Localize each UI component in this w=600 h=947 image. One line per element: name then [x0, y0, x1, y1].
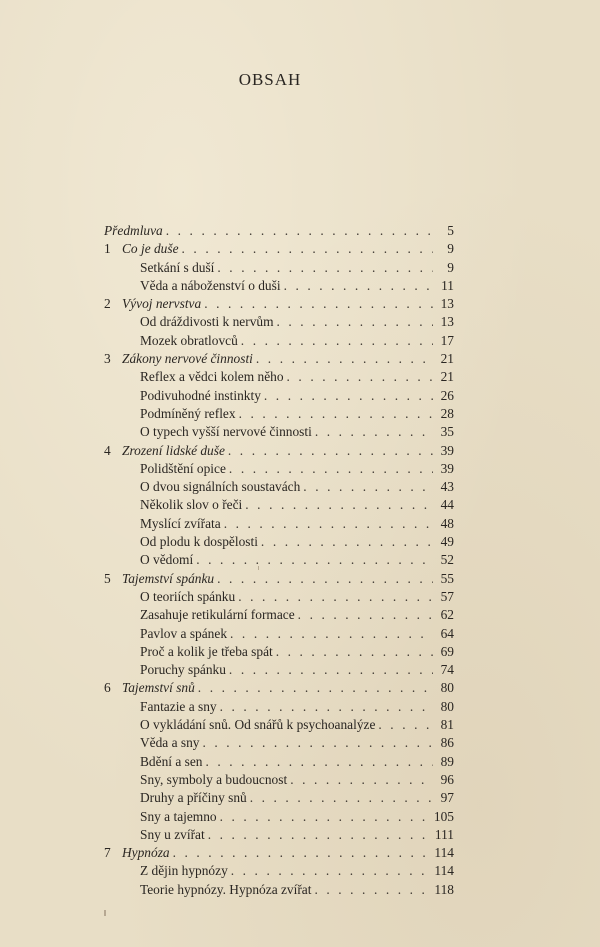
page-number: 9 [447, 259, 454, 275]
dot-leader [241, 332, 433, 350]
toc-section-entry [104, 496, 454, 514]
page-number: 17 [440, 332, 454, 348]
toc-section-entry [104, 862, 454, 880]
page-number: 96 [440, 771, 454, 787]
toc-chapter-entry [104, 679, 454, 697]
page-number: 111 [434, 826, 454, 842]
page-number: 57 [440, 588, 454, 604]
dot-leader [264, 387, 433, 405]
dot-leader [378, 716, 433, 734]
toc-section-entry [104, 551, 454, 569]
entry-title: Co je duše [122, 241, 179, 257]
entry-title: O vykládání snů. Od snářů k psychoanalýze [140, 717, 376, 733]
page-number: 69 [440, 643, 454, 659]
toc-section-entry [104, 368, 454, 386]
entry-title: Od dráždivosti k nervům [140, 314, 274, 330]
page-number: 9 [447, 241, 454, 257]
entry-title: Zrození lidské duše [122, 442, 225, 458]
entry-title: Tajemství snů [122, 680, 195, 696]
entry-title: Hypnóza [122, 845, 170, 861]
dot-leader [220, 698, 433, 716]
page-number: 86 [440, 735, 454, 751]
toc-section-entry [104, 698, 454, 716]
page-number: 81 [440, 717, 454, 733]
page-number: 44 [440, 497, 454, 513]
toc-section-entry [104, 808, 454, 826]
dot-leader [239, 405, 433, 423]
page-number: 105 [433, 808, 454, 824]
chapter-number: 3 [104, 351, 111, 367]
dot-leader [182, 240, 433, 258]
entry-title: Setkání s duší [140, 259, 215, 275]
toc-preface-entry [104, 222, 454, 240]
entry-title: O teoriích spánku [140, 588, 236, 604]
page-number: 35 [440, 424, 454, 440]
dot-leader [204, 295, 433, 313]
entry-title: O typech vyšší nervové činnosti [140, 424, 312, 440]
dot-leader [217, 259, 433, 277]
dot-leader [238, 588, 433, 606]
page-number: 11 [441, 277, 454, 293]
entry-title: Vývoj nervstva [122, 296, 202, 312]
toc-section-entry [104, 332, 454, 350]
entry-title: Sny, symboly a budoucnost [140, 771, 288, 787]
dot-leader [287, 368, 433, 386]
entry-title: Několik slov o řeči [140, 497, 243, 513]
page-number: 43 [440, 479, 454, 495]
entry-title: Věda a sny [140, 735, 200, 751]
entry-title: Podmíněný reflex [140, 405, 236, 421]
dot-leader [228, 442, 433, 460]
page-number: 55 [440, 570, 454, 586]
paper-speck [104, 910, 106, 916]
entry-title: Teorie hypnózy. Hypnóza zvířat [140, 881, 312, 897]
dot-leader [315, 423, 433, 441]
page-number: 89 [440, 753, 454, 769]
dot-leader [314, 881, 431, 899]
toc-section-entry [104, 606, 454, 624]
page-number: 114 [434, 845, 454, 861]
entry-title: Pavlov a spánek [140, 625, 228, 641]
dot-leader [229, 661, 433, 679]
page-number: 28 [440, 405, 454, 421]
toc-section-entry [104, 716, 454, 734]
toc-section-entry [104, 515, 454, 533]
chapter-number: 1 [104, 241, 111, 257]
toc-section-entry [104, 259, 454, 277]
toc-section-entry [104, 460, 454, 478]
dot-leader [166, 222, 433, 240]
dot-leader [173, 844, 432, 862]
toc-section-entry [104, 661, 454, 679]
page-number: 13 [440, 296, 454, 312]
entry-title: Podivuhodné instinkty [140, 387, 261, 403]
toc-section-entry [104, 771, 454, 789]
page-number: 118 [434, 881, 454, 897]
dot-leader [220, 808, 431, 826]
dot-leader [205, 753, 433, 771]
dot-leader [231, 862, 432, 880]
entry-title: Mozek obratlovců [140, 332, 238, 348]
entry-title: Bdění a sen [140, 753, 203, 769]
entry-title: Myslící zvířata [140, 515, 221, 531]
page-number: 49 [440, 534, 454, 550]
entry-title: Z dějin hypnózy [140, 863, 228, 879]
page-title: OBSAH [238, 70, 302, 89]
entry-title: Reflex a vědci kolem něho [140, 369, 284, 385]
entry-title: Zasahuje retikulární formace [140, 607, 295, 623]
toc-chapter-entry [104, 442, 454, 460]
entry-title: Předmluva [104, 223, 163, 238]
toc-chapter-entry [104, 295, 454, 313]
page-number: 62 [440, 607, 454, 623]
page-number: 64 [440, 625, 454, 641]
entry-title: Poruchy spánku [140, 662, 226, 678]
page-number: 74 [440, 662, 454, 678]
page-number: 80 [440, 680, 454, 696]
page-number: 21 [440, 369, 454, 385]
entry-title: O vědomí [140, 552, 194, 568]
page-number: 48 [440, 515, 454, 531]
page-number: 97 [440, 790, 454, 806]
page-number: 21 [440, 351, 454, 367]
toc-section-entry [104, 881, 454, 899]
entry-title: Od plodu k dospělosti [140, 534, 258, 550]
page-number: 80 [440, 698, 454, 714]
page-number: 13 [440, 314, 454, 330]
entry-title: Tajemství spánku [122, 570, 215, 586]
dot-leader [290, 771, 433, 789]
page-number: 39 [440, 460, 454, 476]
dot-leader [284, 277, 433, 295]
dot-leader [256, 350, 433, 368]
entry-title: O dvou signálních soustavách [140, 479, 301, 495]
entry-title: Zákony nervové činnosti [122, 351, 253, 367]
toc-section-entry [104, 533, 454, 551]
dot-leader [196, 551, 433, 569]
toc-section-entry [104, 753, 454, 771]
page-number: 39 [440, 442, 454, 458]
toc-section-entry [104, 478, 454, 496]
page-number: 26 [440, 387, 454, 403]
dot-leader [198, 679, 433, 697]
page-number: 114 [434, 863, 454, 879]
dot-leader [303, 478, 433, 496]
toc-section-entry [104, 643, 454, 661]
toc-chapter-entry [104, 240, 454, 258]
toc-section-entry [104, 423, 454, 441]
dot-leader [217, 570, 433, 588]
dot-leader [250, 789, 433, 807]
toc-section-entry [104, 277, 454, 295]
page-number: 52 [440, 552, 454, 568]
dot-leader [230, 625, 433, 643]
chapter-number: 6 [104, 680, 111, 696]
toc-section-entry [104, 734, 454, 752]
toc-section-entry [104, 405, 454, 423]
toc-section-entry [104, 588, 454, 606]
toc-chapter-entry [104, 350, 454, 368]
dot-leader [261, 533, 433, 551]
entry-title: Polidštění opice [140, 460, 226, 476]
paper-speck [258, 566, 259, 570]
toc-section-entry [104, 387, 454, 405]
dot-leader [276, 643, 433, 661]
page-number: 5 [447, 223, 454, 238]
entry-title: Sny u zvířat [140, 826, 205, 842]
dot-leader [229, 460, 433, 478]
chapter-number: 7 [104, 845, 111, 861]
toc-chapter-entry [104, 844, 454, 862]
toc-section-entry [104, 826, 454, 844]
table-of-contents [104, 222, 454, 899]
dot-leader [245, 496, 433, 514]
toc-chapter-entry [104, 570, 454, 588]
chapter-number: 5 [104, 570, 111, 586]
entry-title: Věda a náboženství o duši [140, 277, 281, 293]
dot-leader [208, 826, 432, 844]
toc-section-entry [104, 789, 454, 807]
entry-title: Proč a kolik je třeba spát [140, 643, 273, 659]
chapter-number: 4 [104, 442, 111, 458]
dot-leader [277, 313, 433, 331]
entry-title: Sny a tajemno [140, 808, 217, 824]
entry-title: Fantazie a sny [140, 698, 217, 714]
entry-title: Druhy a příčiny snů [140, 790, 247, 806]
toc-section-entry [104, 313, 454, 331]
dot-leader [298, 606, 433, 624]
dot-leader [203, 734, 434, 752]
chapter-number: 2 [104, 296, 111, 312]
toc-section-entry [104, 625, 454, 643]
dot-leader [224, 515, 433, 533]
